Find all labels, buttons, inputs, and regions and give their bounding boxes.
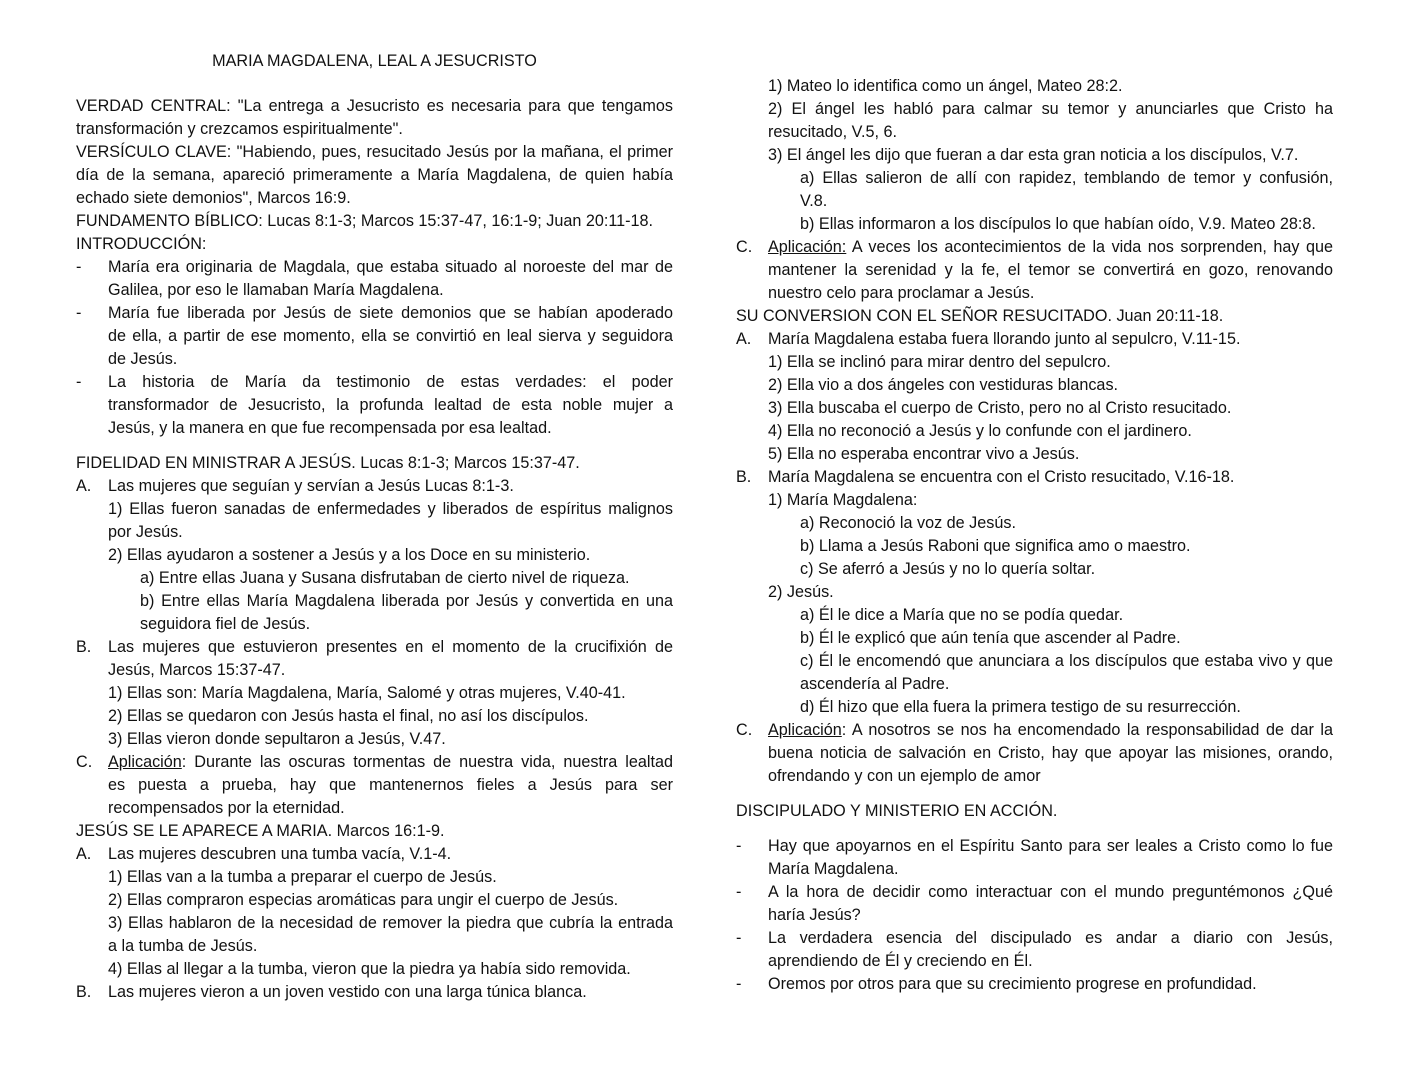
list-marker: C. <box>76 753 93 771</box>
list-item-text: María fue liberada por Jesús de siete demonios que se habían apoderado <box>108 304 673 322</box>
paragraph-text: transformación y crezcamos espiritualmente". <box>76 120 403 138</box>
paragraph-text: 2) Ellas compraron especias aromáticas para ungir el cuerpo de Jesús. <box>108 891 619 909</box>
paragraph-text: 3) Ellas vieron donde sepultaron a Jesús, V.47. <box>108 730 446 748</box>
list-marker: B. <box>76 638 92 656</box>
paragraph-text: a) Él le dice a María que no se podía quedar. <box>800 606 1124 624</box>
paragraph-text: a) Entre ellas Juana y Susana disfrutaban de cierto nivel de riqueza. <box>140 569 630 587</box>
paragraph-text: c) Se aferró a Jesús y no lo quería soltar. <box>800 560 1096 578</box>
paragraph-text: JESÚS SE LE APARECE A MARIA. Marcos 16:1-9. <box>76 822 445 840</box>
paragraph-text: a la tumba de Jesús. <box>108 937 258 955</box>
list-marker: - <box>76 258 82 276</box>
paragraph-text: 1) María Magdalena: <box>768 491 918 509</box>
list-marker: A. <box>76 845 92 863</box>
list-item-text: Las mujeres que seguían y servían a Jesús Lucas 8:1-3. <box>108 477 514 495</box>
paragraph-text: Jesús, y la manera en que fue recompensada por esa lealtad. <box>108 419 552 437</box>
paragraph-text: b) Ellas informaron a los discípulos lo que habían oído, V.9. Mateo 28:8. <box>800 215 1316 233</box>
paragraph-text: FIDELIDAD EN MINISTRAR A JESÚS. Lucas 8:1-3; Marcos 15:37-47. <box>76 454 580 472</box>
paragraph-text: Jesús, Marcos 15:37-47. <box>108 661 286 679</box>
list-marker: A. <box>76 477 92 495</box>
list-item-text: La verdadera esencia del discipulado es andar a diario con Jesús, <box>768 929 1333 947</box>
list-item-text: La historia de María da testimonio de estas verdades: el poder <box>108 373 673 391</box>
paragraph-text: aprendiendo de Él y creciendo en Él. <box>768 952 1033 970</box>
paragraph-text: recompensados por la eternidad. <box>108 799 345 817</box>
paragraph-text: haría Jesús? <box>768 906 861 924</box>
paragraph-text: día de la semana, apareció primeramente a María Magdalena, de quien había <box>76 166 673 184</box>
paragraph-text: DISCIPULADO Y MINISTERIO EN ACCIÓN. <box>736 802 1058 820</box>
document-title: MARIA MAGDALENA, LEAL A JESUCRISTO <box>212 52 537 70</box>
paragraph-text: transformador de Jesucristo, la profunda lealtad de esta noble mujer a <box>108 396 673 414</box>
list-marker: C. <box>736 721 753 739</box>
paragraph-text: 1) Ellas van a la tumba a preparar el cuerpo de Jesús. <box>108 868 497 886</box>
list-item-text: Aplicación: Durante las oscuras tormentas de nuestra vida, nuestra lealtad <box>108 753 673 771</box>
list-item-text: Aplicación: A veces los acontecimientos de la vida nos sorprenden, hay que <box>768 238 1333 256</box>
underlined-label: Aplicación <box>768 721 842 739</box>
paragraph-text: 2) Jesús. <box>768 583 834 601</box>
paragraph-text: SU CONVERSION CON EL SEÑOR RESUCITADO. Juan 20:11-18. <box>736 307 1224 325</box>
paragraph-text: 1) Ellas fueron sanadas de enfermedades y liberados de espíritus malignos <box>108 500 673 518</box>
paragraph-text: mantener la serenidad y la fe, el temor se convertirá en gozo, renovando <box>768 261 1333 279</box>
paragraph-text: de ella, a partir de ese momento, ella se convirtió en leal sierva y seguidora <box>108 327 673 345</box>
paragraph-text: b) Él le explicó que aún tenía que ascender al Padre. <box>800 629 1181 647</box>
list-item-text: Las mujeres que estuvieron presentes en el momento de la crucifixión de <box>108 638 673 656</box>
list-marker: A. <box>736 330 752 348</box>
paragraph-text: a) Ellas salieron de allí con rapidez, temblando de temor y confusión, <box>800 169 1333 187</box>
paragraph-text: a) Reconoció la voz de Jesús. <box>800 514 1016 532</box>
paragraph-text: Galilea, por eso le llamaban María Magdalena. <box>108 281 444 299</box>
paragraph-text: 3) Ellas hablaron de la necesidad de remover la piedra que cubría la entrada <box>108 914 673 932</box>
paragraph-text: b) Llama a Jesús Raboni que significa amo o maestro. <box>800 537 1191 555</box>
paragraph-text: 3) El ángel les dijo que fueran a dar esta gran noticia a los discípulos, V.7. <box>768 146 1299 164</box>
list-marker: - <box>76 373 82 391</box>
paragraph-text: 1) Ellas son: María Magdalena, María, Salomé y otras mujeres, V.40-41. <box>108 684 626 702</box>
paragraph-text: echado siete demonios", Marcos 16:9. <box>76 189 351 207</box>
paragraph-text: ascendería al Padre. <box>800 675 950 693</box>
list-marker: B. <box>76 983 92 1001</box>
underlined-label: Aplicación: <box>768 238 847 256</box>
list-marker: - <box>736 929 742 947</box>
paragraph-text: 2) El ángel les habló para calmar su temor y anunciarles que Cristo ha <box>768 100 1333 118</box>
paragraph-text: 1) Mateo lo identifica como un ángel, Mateo 28:2. <box>768 77 1123 95</box>
paragraph-text: d) Él hizo que ella fuera la primera testigo de su resurrección. <box>800 698 1241 716</box>
list-item-text: Hay que apoyarnos en el Espíritu Santo para ser leales a Cristo como lo fue <box>768 837 1333 855</box>
paragraph-text: 2) Ellas ayudaron a sostener a Jesús y a los Doce en su ministerio. <box>108 546 591 564</box>
paragraph-text: 5) Ella no esperaba encontrar vivo a Jesús. <box>768 445 1080 463</box>
paragraph-text: resucitado, V.5, 6. <box>768 123 897 141</box>
paragraph-text: 4) Ella no reconoció a Jesús y lo confunde con el jardinero. <box>768 422 1192 440</box>
paragraph-text: 2) Ella vio a dos ángeles con vestiduras blancas. <box>768 376 1119 394</box>
paragraph-text: 2) Ellas se quedaron con Jesús hasta el final, no así los discípulos. <box>108 707 589 725</box>
list-marker: - <box>76 304 82 322</box>
paragraph-text: V.8. <box>800 192 828 210</box>
paragraph-text: ofrendando y con un ejemplo de amor <box>768 767 1041 785</box>
list-item-text: Las mujeres vieron a un joven vestido con una larga túnica blanca. <box>108 983 587 1001</box>
list-marker: B. <box>736 468 752 486</box>
paragraph-text: VERSÍCULO CLAVE: "Habiendo, pues, resucitado Jesús por la mañana, el primer <box>76 143 673 161</box>
paragraph-text: VERDAD CENTRAL: "La entrega a Jesucristo es necesaria para que tengamos <box>76 97 673 115</box>
list-item-text: Aplicación: A nosotros se nos ha encomendado la responsabilidad de dar la <box>768 721 1333 739</box>
paragraph-text: buena noticia de salvación en Cristo, hay que apoyar las misiones, orando, <box>768 744 1333 762</box>
paragraph-text: María Magdalena. <box>768 860 899 878</box>
paragraph-text: por Jesús. <box>108 523 183 541</box>
list-marker: - <box>736 975 742 993</box>
paragraph-text: b) Entre ellas María Magdalena liberada por Jesús y convertida en una <box>140 592 673 610</box>
paragraph-text: FUNDAMENTO BÍBLICO: Lucas 8:1-3; Marcos 15:37-47, 16:1-9; Juan 20:11-18. <box>76 212 654 230</box>
paragraph-text: 3) Ella buscaba el cuerpo de Cristo, pero no al Cristo resucitado. <box>768 399 1232 417</box>
underlined-label: Aplicación <box>108 753 182 771</box>
paragraph-text: seguidora fiel de Jesús. <box>140 615 311 633</box>
list-item-text: Oremos por otros para que su crecimiento progrese en profundidad. <box>768 975 1257 993</box>
paragraph-text: c) Él le encomendó que anunciara a los discípulos que estaba vivo y que <box>800 652 1333 670</box>
paragraph-text: nuestro celo para proclamar a Jesús. <box>768 284 1035 302</box>
paragraph-text: 4) Ellas al llegar a la tumba, vieron que la piedra ya había sido removida. <box>108 960 631 978</box>
list-item-text: María Magdalena se encuentra con el Cristo resucitado, V.16-18. <box>768 468 1235 486</box>
paragraph-text: de Jesús. <box>108 350 178 368</box>
paragraph-text: INTRODUCCIÓN: <box>76 235 207 253</box>
list-marker: C. <box>736 238 753 256</box>
list-item-text: María era originaria de Magdala, que estaba situado al noroeste del mar de <box>108 258 673 276</box>
list-item-text: A la hora de decidir como interactuar con el mundo preguntémonos ¿Qué <box>768 883 1333 901</box>
list-item-text: María Magdalena estaba fuera llorando junto al sepulcro, V.11-15. <box>768 330 1241 348</box>
paragraph-text: 1) Ella se inclinó para mirar dentro del sepulcro. <box>768 353 1111 371</box>
list-item-text: Las mujeres descubren una tumba vacía, V.1-4. <box>108 845 452 863</box>
paragraph-text: es puesta a prueba, hay que mantenernos fieles a Jesús para ser <box>108 776 673 794</box>
list-marker: - <box>736 837 742 855</box>
list-marker: - <box>736 883 742 901</box>
